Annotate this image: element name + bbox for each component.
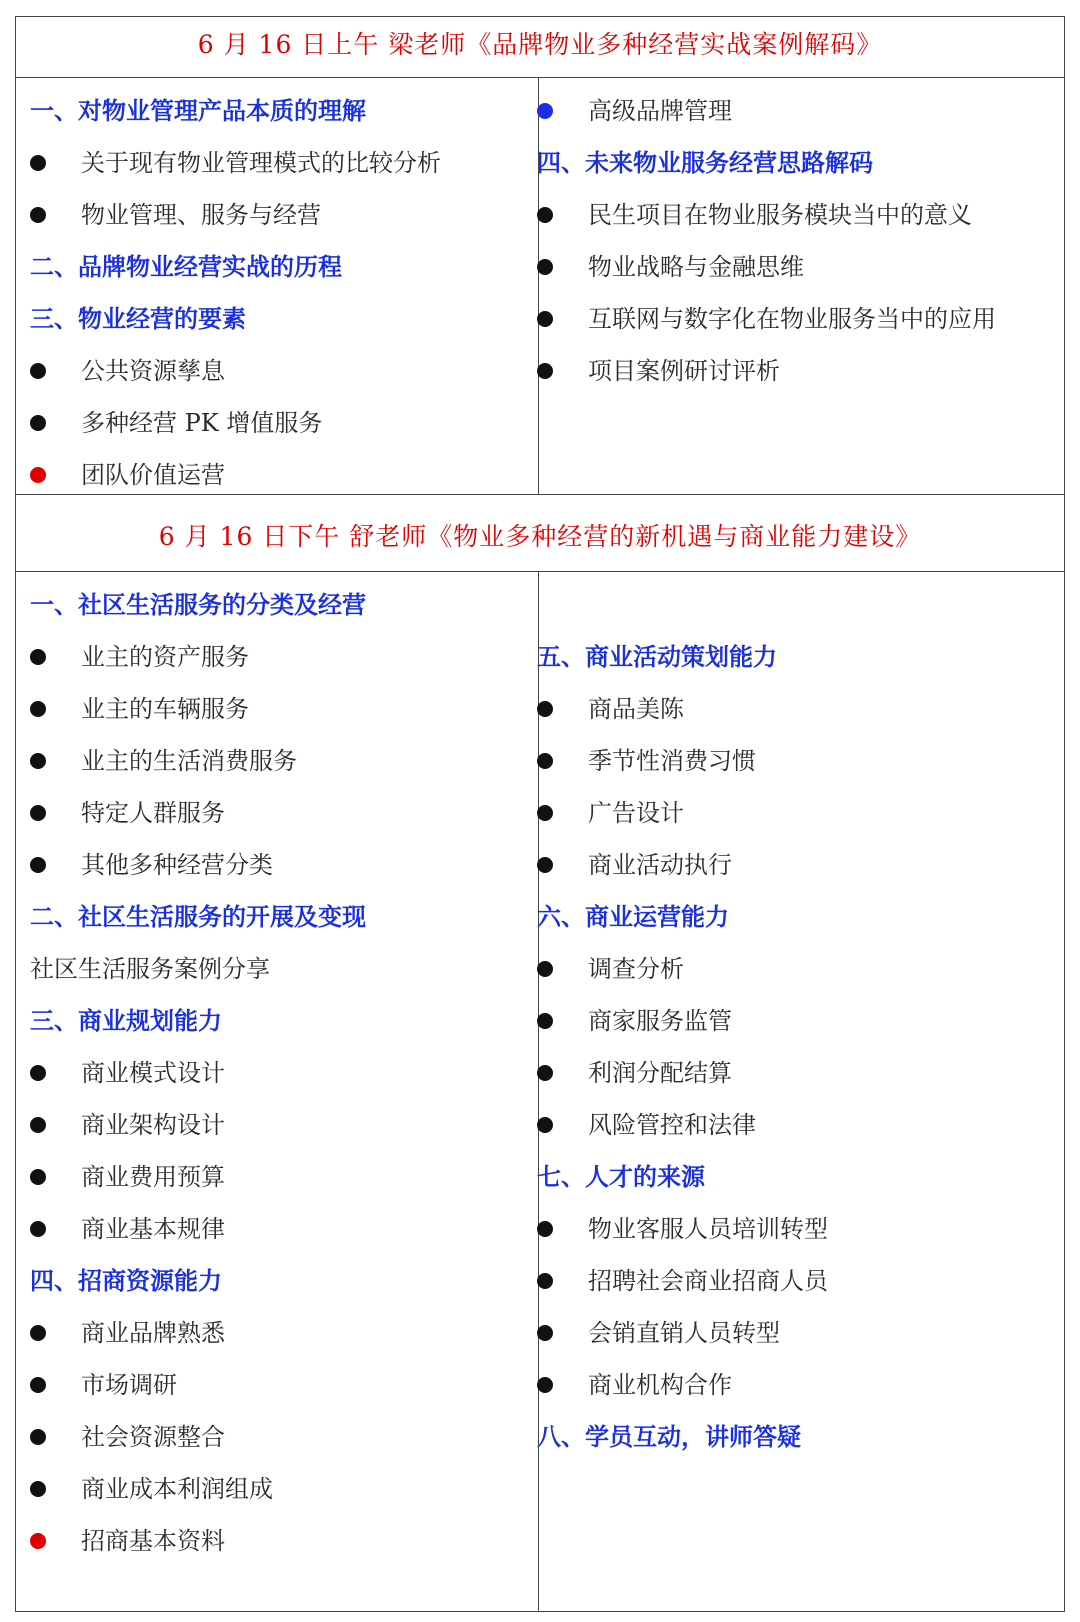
row-text: 其他多种经营分类 (81, 851, 273, 879)
list-item (537, 1255, 1057, 1307)
row-text: 商业模式设计 (81, 1059, 225, 1087)
list-item (537, 85, 1057, 137)
list-item (30, 787, 530, 839)
row-text: 公共资源孳息 (81, 357, 225, 385)
row-text: 商业成本利润组成 (81, 1475, 273, 1503)
bullet-icon (30, 701, 46, 717)
section2-title: 6 月 16 日下午 舒老师《物业多种经营的新机遇与商业能力建设》 (158, 522, 922, 551)
list-item (30, 1411, 530, 1463)
row-text: 商业品牌熟悉 (81, 1319, 225, 1347)
row-text: 业主的生活消费服务 (81, 747, 297, 775)
row-text: 六、商业运营能力 (537, 902, 729, 931)
row-text: 会销直销人员转型 (588, 1319, 780, 1347)
bullet-icon (537, 1325, 553, 1341)
section2-left-column (30, 579, 530, 1567)
bullet-icon (30, 1169, 46, 1185)
row-text: 高级品牌管理 (588, 97, 732, 125)
list-item (30, 189, 530, 241)
list-item (30, 1307, 530, 1359)
bullet-icon (30, 1221, 46, 1237)
list-item (537, 683, 1057, 735)
bullet-icon (537, 207, 553, 223)
list-item (537, 995, 1057, 1047)
bullet-icon (537, 1273, 553, 1289)
row-text: 三、商业规划能力 (30, 1006, 222, 1035)
list-item (30, 137, 530, 189)
row-text: 四、招商资源能力 (30, 1266, 222, 1295)
bullet-icon (30, 1117, 46, 1133)
row-text: 七、人才的来源 (537, 1162, 705, 1191)
row-text: 四、未来物业服务经营思路解码 (537, 148, 873, 177)
bullet-icon (537, 311, 553, 327)
list-item (30, 1099, 530, 1151)
list-item (537, 293, 1057, 345)
row-text: 市场调研 (81, 1371, 177, 1399)
list-item (537, 943, 1057, 995)
list-item (30, 631, 530, 683)
list-item (537, 189, 1057, 241)
bullet-icon (30, 753, 46, 769)
row-text: 物业管理、服务与经营 (81, 201, 321, 229)
list-item (537, 1359, 1057, 1411)
row-text: 民生项目在物业服务模块当中的意义 (588, 201, 972, 229)
list-item (30, 397, 530, 449)
row-text: 商品美陈 (588, 695, 684, 723)
bullet-icon (30, 1481, 46, 1497)
bullet-icon (30, 155, 46, 171)
section-heading (537, 1411, 1057, 1463)
row-text: 互联网与数字化在物业服务当中的应用 (588, 305, 996, 333)
row-text: 商家服务监管 (588, 1007, 732, 1035)
row-text: 多种经营 PK 增值服务 (81, 409, 323, 437)
bullet-icon (30, 467, 46, 483)
bullet-icon (30, 805, 46, 821)
bullet-icon (537, 857, 553, 873)
list-item (30, 683, 530, 735)
list-item (537, 839, 1057, 891)
row-text: 三、物业经营的要素 (30, 304, 246, 333)
section-heading (30, 241, 530, 293)
list-item (30, 839, 530, 891)
row-text: 五、商业活动策划能力 (537, 642, 777, 671)
row-text: 风险管控和法律 (588, 1111, 756, 1139)
bullet-icon (537, 259, 553, 275)
row-text: 一、社区生活服务的分类及经营 (30, 590, 366, 619)
bullet-icon (537, 363, 553, 379)
row-text: 社会资源整合 (81, 1423, 225, 1451)
section-heading (30, 891, 530, 943)
section2-right-column (537, 579, 1057, 1463)
section1-title: 6 月 16 日上午 梁老师《品牌物业多种经营实战案例解码》 (197, 30, 883, 59)
bullet-icon (30, 1533, 46, 1549)
bullet-icon (537, 805, 553, 821)
row-text: 社区生活服务案例分享 (30, 955, 270, 983)
course-schedule-table (15, 16, 1065, 1612)
row-text: 招商基本资料 (81, 1527, 225, 1555)
list-item (30, 1515, 530, 1567)
bullet-icon (537, 1013, 553, 1029)
section-heading (537, 631, 1057, 683)
bullet-icon (30, 1065, 46, 1081)
bullet-icon (30, 1325, 46, 1341)
bullet-icon (537, 1377, 553, 1393)
section1-right-column (537, 85, 1057, 397)
list-item (537, 787, 1057, 839)
section-heading (537, 1151, 1057, 1203)
row-text: 关于现有物业管理模式的比较分析 (81, 149, 441, 177)
row-text: 物业客服人员培训转型 (588, 1215, 828, 1243)
list-item (30, 1463, 530, 1515)
bullet-icon (537, 1117, 553, 1133)
row-text: 商业架构设计 (81, 1111, 225, 1139)
row-text: 特定人群服务 (81, 799, 225, 827)
row-text: 业主的车辆服务 (81, 695, 249, 723)
bullet-icon (30, 415, 46, 431)
list-item (30, 735, 530, 787)
section-heading (30, 1255, 530, 1307)
row-text: 商业机构合作 (588, 1371, 732, 1399)
section-heading (537, 137, 1057, 189)
row-text: 一、对物业管理产品本质的理解 (30, 96, 366, 125)
row-text: 二、社区生活服务的开展及变现 (30, 902, 366, 931)
divider (16, 77, 1064, 78)
section-heading (30, 995, 530, 1047)
list-item (537, 735, 1057, 787)
section-heading (537, 891, 1057, 943)
bullet-icon (537, 103, 553, 119)
bullet-icon (30, 1377, 46, 1393)
bullet-icon (30, 207, 46, 223)
bullet-icon (537, 701, 553, 717)
section-heading (30, 85, 530, 137)
list-item (30, 1203, 530, 1255)
list-item (537, 345, 1057, 397)
list-item (30, 1359, 530, 1411)
row-text: 调查分析 (588, 955, 684, 983)
row-text: 广告设计 (588, 799, 684, 827)
list-item (537, 1307, 1057, 1359)
row-text: 二、品牌物业经营实战的历程 (30, 252, 342, 281)
list-item (30, 1047, 530, 1099)
divider (16, 571, 1064, 572)
row-text: 招聘社会商业招商人员 (588, 1267, 828, 1295)
section-heading (30, 293, 530, 345)
bullet-icon (30, 649, 46, 665)
section-heading (30, 579, 530, 631)
bullet-icon (30, 857, 46, 873)
bullet-icon (30, 1429, 46, 1445)
divider (16, 494, 1064, 495)
list-item (537, 1099, 1057, 1151)
bullet-icon (537, 1065, 553, 1081)
row-text: 商业基本规律 (81, 1215, 225, 1243)
blank-row (537, 579, 1057, 631)
bullet-icon (537, 1221, 553, 1237)
row-text: 项目案例研讨评析 (588, 357, 780, 385)
list-item (537, 241, 1057, 293)
row-text: 利润分配结算 (588, 1059, 732, 1087)
row-text: 季节性消费习惯 (588, 747, 756, 775)
list-item (30, 1151, 530, 1203)
bullet-icon (537, 961, 553, 977)
section1-left-column (30, 85, 530, 501)
row-text: 业主的资产服务 (81, 643, 249, 671)
list-item (537, 1047, 1057, 1099)
row-text: 商业活动执行 (588, 851, 732, 879)
row-text: 物业战略与金融思维 (588, 253, 804, 281)
bullet-icon (30, 363, 46, 379)
row-text: 团队价值运营 (81, 461, 225, 489)
row-text: 八、学员互动，讲师答疑 (537, 1422, 801, 1451)
list-item (537, 1203, 1057, 1255)
row-text: 商业费用预算 (81, 1163, 225, 1191)
bullet-icon (537, 753, 553, 769)
list-item (30, 345, 530, 397)
plain-text (30, 943, 530, 995)
